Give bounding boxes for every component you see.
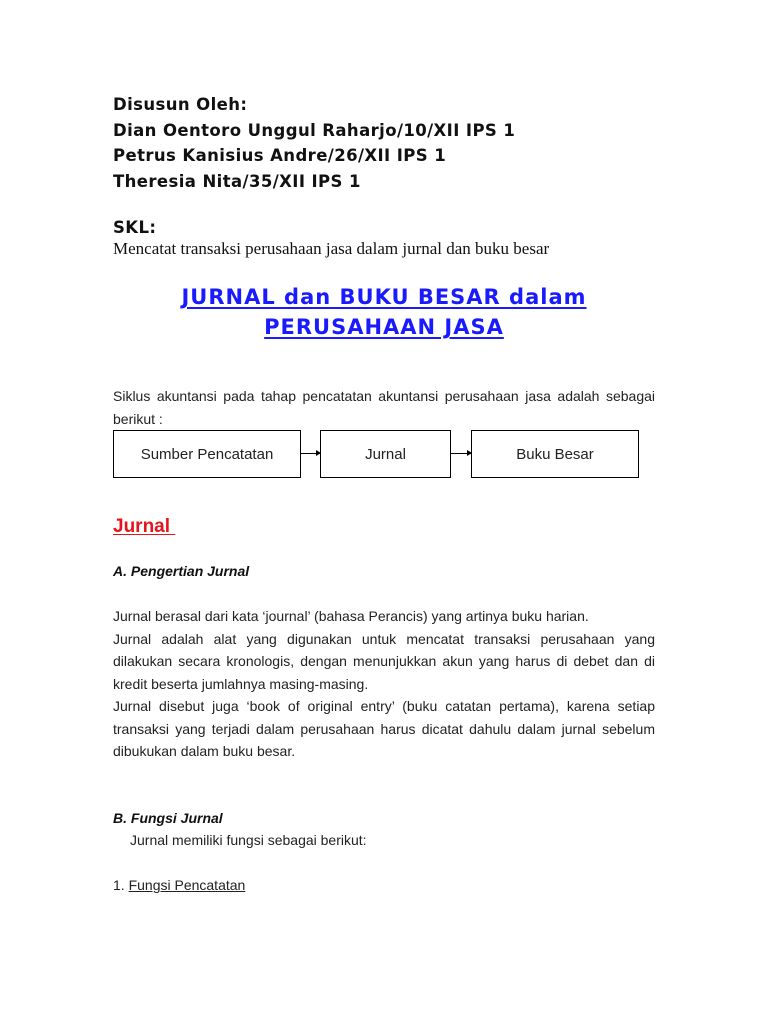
flow-box-buku-besar [471,430,639,478]
paragraph: Jurnal berasal dari kata ‘journal’ (bahasa Perancis) yang artinya buku harian. [113,608,589,624]
author-line: Theresia Nita/35/XII IPS 1 [113,171,361,191]
paragraph: Jurnal adalah alat yang digunakan untuk mencatat transaksi perusahaan yang dilakukan secara kronologis, dengan menunjukkan akun yang harus di debet dan di kredit beserta jumlahnya masing-masing. [113,630,655,692]
flow-box-label: Sumber Pencatatan [140,445,274,463]
author-line: Dian Oentoro Unggul Raharjo/10/XII IPS 1 [113,120,516,140]
fungsi-intro: Jurnal memiliki fungsi sebagai berikut: [130,832,367,848]
flow-arrow [301,453,320,454]
list-number: 1. [113,877,129,893]
subheading-fungsi: B. Fungsi Jurnal [113,810,223,826]
flow-box-label: Jurnal [365,445,406,463]
flow-box-jurnal [320,430,451,478]
author-heading: Disusun Oleh: [113,95,248,114]
title-line-1: JURNAL dan BUKU BESAR dalam [181,285,587,309]
paragraph: Jurnal disebut juga ‘book of original entry’ (buku catatan pertama), karena setiap transaksi yang terjadi dalam perusahaan harus dicatat dahulu dalam jurnal sebelum dibukukan dalam buku besar. [113,698,655,759]
flow-arrow [451,453,471,454]
author-line: Petrus Kanisius Andre/26/XII IPS 1 [113,146,447,165]
document-title [113,282,655,342]
flow-box-sumber-pencatatan [113,430,301,478]
skl-heading: SKL: [113,218,157,237]
skl-text: Mencatat transaksi perusahaan jasa dalam jurnal dan buku besar [113,239,550,258]
pengertian-body [113,605,655,763]
list-item [113,877,245,893]
section-heading-jurnal: Jurnal [113,516,176,537]
intro-paragraph: Siklus akuntansi pada tahap pencatatan akuntansi perusahaan jasa adalah sebagai berikut : [113,388,655,427]
author-block [113,92,515,194]
subheading-pengertian: A. Pengertian Jurnal [113,563,250,579]
flow-box-label: Buku Besar [516,445,594,463]
title-line-2: PERUSAHAAN JASA [264,315,504,339]
list-label: Fungsi Pencatatan [128,877,246,893]
